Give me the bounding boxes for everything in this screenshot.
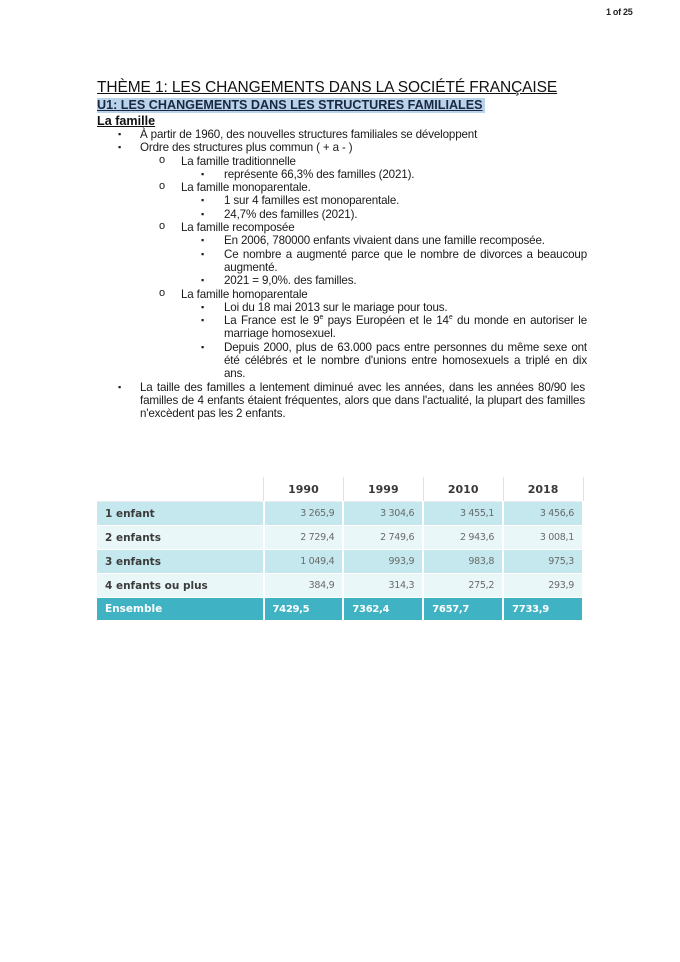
list-item-monoparentale: o La famille monoparentale. ▪ 1 sur 4 familles est monoparentale. ▪ 24,7% des familles (2021). — [97, 181, 587, 221]
row-label: 2 enfants — [97, 526, 264, 550]
document-body — [97, 79, 587, 421]
table-header-2010: 2010 — [423, 477, 503, 502]
list-item: ▪ représente 66,3% des familles (2021). — [201, 167, 415, 181]
list-item: ▪ À partir de 1960, des nouvelles structures familiales se développent — [118, 128, 478, 141]
square-bullet-icon: ▪ — [118, 381, 122, 392]
cell-value: 975,3 — [503, 550, 583, 574]
list-item: ▪ En 2006, 780000 enfants vivaient dans une famille recomposée. — [201, 234, 545, 248]
row-label: 4 enfants ou plus — [97, 574, 264, 598]
list-item-recomposee: o La famille recomposée ▪ En 2006, 780000 enfants vivaient dans une famille recomposée. ▪ Ce nombre a augmenté parce que le nombre de divorces a beaucoup augmenté. ▪ 2021 = 9,0%. des familles. — [97, 221, 587, 287]
row-label: 1 enfant — [97, 502, 264, 526]
table-header-1990: 1990 — [264, 477, 344, 502]
cell-value: 293,9 — [503, 574, 583, 598]
sub-sub-list — [181, 194, 587, 221]
list-item: ▪ Ce nombre a augmenté parce que le nombre de divorces a beaucoup augmenté. — [201, 247, 587, 274]
circle-bullet-icon: o — [159, 286, 165, 299]
table-header-corner — [97, 477, 264, 502]
square-bullet-icon: ▪ — [201, 275, 205, 286]
table-row — [97, 574, 583, 598]
cell-value: 2 729,4 — [264, 526, 344, 550]
cell-value: 993,9 — [343, 550, 423, 574]
cell-value: 275,2 — [423, 574, 503, 598]
sub-sub-list — [181, 168, 587, 181]
table-header-row — [97, 477, 583, 502]
table-row — [97, 550, 583, 574]
cell-value: 3 455,1 — [423, 502, 503, 526]
cell-value: 3 265,9 — [264, 502, 344, 526]
square-bullet-icon: ▪ — [118, 129, 122, 139]
cell-value: 3 304,6 — [343, 502, 423, 526]
section-heading: La famille — [97, 114, 156, 128]
total-value: 7657,7 — [423, 598, 503, 621]
square-bullet-icon: ▪ — [201, 315, 205, 326]
circle-bullet-icon: o — [159, 153, 165, 166]
total-label: Ensemble — [97, 598, 264, 621]
document-title: THÈME 1: LES CHANGEMENTS DANS LA SOCIÉTÉ FRANÇAISE — [97, 79, 558, 96]
cell-value: 3 008,1 — [503, 526, 583, 550]
list-item: ▪ 2021 = 9,0%. des familles. — [201, 274, 357, 288]
square-bullet-icon: ▪ — [201, 301, 205, 312]
circle-bullet-icon: o — [159, 220, 165, 233]
square-bullet-icon: ▪ — [201, 168, 205, 179]
list-item: ▪ 1 sur 4 familles est monoparentale. — [201, 194, 400, 208]
list-item-homoparentale: o La famille homoparentale ▪ Loi du 18 mai 2013 sur le mariage pour tous. ▪ La France est le 9e pays Européen et le 14e du monde en autoriser le marriage homosexuel. ▪ Depuis 2000, plus de 63.000 pacs entre personnes du même sexe ont été célébrés et le nombre d'unions entre homosexuels a triplé en dix ans. — [97, 288, 587, 381]
cell-value: 314,3 — [343, 574, 423, 598]
total-value: 7362,4 — [343, 598, 423, 621]
list-item: ▪ 24,7% des familles (2021). — [201, 207, 358, 221]
square-bullet-icon: ▪ — [201, 195, 205, 206]
row-label: 3 enfants — [97, 550, 264, 574]
cell-value: 1 049,4 — [264, 550, 344, 574]
family-size-table — [97, 477, 584, 621]
square-bullet-icon: ▪ — [201, 208, 205, 219]
cell-value: 2 943,6 — [423, 526, 503, 550]
bullet-list — [97, 128, 587, 421]
total-value: 7733,9 — [503, 598, 583, 621]
list-item: ▪ Depuis 2000, plus de 63.000 pacs entre personnes du même sexe ont été célébrés et le nombre d'unions entre homosexuels a triplé en dix ans. — [201, 340, 587, 381]
table-total-row — [97, 598, 583, 621]
circle-bullet-icon: o — [159, 180, 165, 193]
total-value: 7429,5 — [264, 598, 344, 621]
sub-sub-list — [181, 301, 587, 381]
unit-heading: U1: LES CHANGEMENTS DANS LES STRUCTURES FAMILIALES — [97, 98, 483, 112]
square-bullet-icon: ▪ — [118, 142, 122, 153]
cell-value: 384,9 — [264, 574, 344, 598]
cell-value: 983,8 — [423, 550, 503, 574]
sub-list — [140, 155, 587, 381]
cell-value: 2 749,6 — [343, 526, 423, 550]
table-row — [97, 502, 583, 526]
sub-sub-list — [181, 234, 587, 287]
list-item: ▪ Ordre des structures plus commun ( + a - ) o La famille traditionnelle ▪ représente 66,3% des familles (2021). o La famille monoparentale. ▪ 1 sur 4 familles est monoparentale. ▪ 24,7% des familles (2021). o La famille recomposée ▪ En 2006, 780000 enfants vivaient dans une famille recomposée. ▪ Ce nombre a augmenté parce que le nombre de divorces a beaucoup augmenté. ▪ 2021 = 9,0%. des familles. o La famille homoparentale ▪ Loi du 18 mai 2013 sur le mariage pour tous. ▪ La France est le 9e pays Européen et le 14e du monde en autoriser le marriage homosexuel. ▪ Depuis 2000, plus de 63.000 pacs entre personnes du même sexe ont été célébrés et le nombre d'unions entre homosexuels a triplé en dix ans. — [97, 141, 587, 380]
square-bullet-icon: ▪ — [201, 341, 205, 352]
list-item: ▪ La France est le 9e pays Européen et le 14e du monde en autoriser le marriage homosexuel. — [201, 314, 588, 341]
cell-value: 3 456,6 — [503, 502, 583, 526]
square-bullet-icon: ▪ — [201, 235, 205, 246]
list-item: ▪ Loi du 18 mai 2013 sur le mariage pour tous. — [201, 300, 448, 314]
list-item-traditionnelle: o La famille traditionnelle ▪ représente 66,3% des familles (2021). — [97, 155, 587, 182]
table-header-1999: 1999 — [343, 477, 423, 502]
list-item: ▪ La taille des familles a lentement diminué avec les années, dans les années 80/90 les familles de 4 enfants étaient fréquentes, alors que dans l'actualité, la plupart des familles n'excèdent pas les 2 enfants. — [118, 380, 585, 421]
page-indicator: 1 of 25 — [606, 7, 633, 17]
table-row — [97, 526, 583, 550]
square-bullet-icon: ▪ — [201, 248, 205, 259]
table-header-2018: 2018 — [503, 477, 583, 502]
